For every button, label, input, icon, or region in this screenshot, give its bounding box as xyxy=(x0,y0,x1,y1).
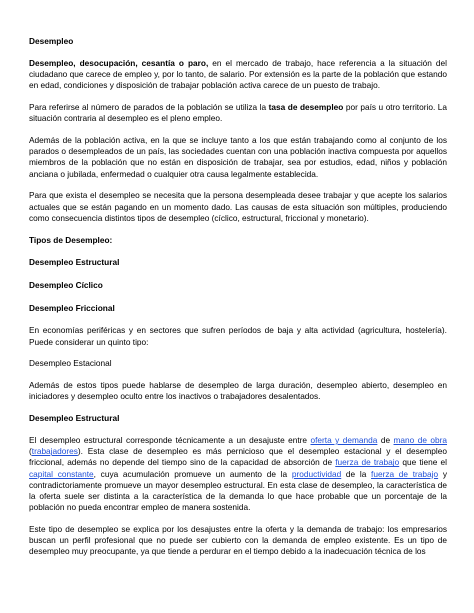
tasa-text-before: Para referirse al número de parados de la población se utiliza la xyxy=(29,102,269,112)
text-segment: y contradictoriamente promueve un mayor desempleo estructural. En esta clase de desempleo, la característica de la oferta suele ser distinta a la característica de la demanda lo que hace probable que un porcentaje de la población no pueda encontrar empleo de manera sostenida. xyxy=(29,468,447,513)
text-segment: ( xyxy=(29,446,32,457)
link-oferta-demanda[interactable]: oferta y demanda xyxy=(310,435,378,446)
heading-estructural: Desempleo Estructural xyxy=(29,257,120,268)
text-segment: de xyxy=(377,435,394,446)
document-page xyxy=(29,36,447,568)
document-title: Desempleo xyxy=(29,36,74,46)
heading-ciclico: Desempleo Cíclico xyxy=(29,280,103,291)
paragraph-tasa xyxy=(29,102,447,124)
definition-text: en el mercado de trabajo, hace referencia a la situación del ciudadano que carece de empleo y, por lo tanto, de salario. Por extensión es la parte de la población que estando en edad, condiciones y disposición de trabajar población activa carece de un puesto de trabajo. xyxy=(29,57,447,91)
paragraph-otros-tipos: Además de estos tipos puede hablarse de desempleo de larga duración, desempleo abierto, desempleo en iniciadores y desempleo oculto entre los inactivos o trabajadores desalentados. xyxy=(29,380,447,402)
paragraph-desajustes: Este tipo de desempleo se explica por los desajustes entre la oferta y la demanda de trabajo: los empresarios buscan un perfil profesional que no puede ser cubierto con la demanda de empleo existente. Es un tipo de desempleo muy preocupante, ya que tiende a perdurar en el tiempo debido a la inadecuación técnica de los xyxy=(29,524,447,557)
link-fuerza-de-trabajo[interactable]: fuerza de trabajo xyxy=(335,457,400,468)
paragraph-causas: Para que exista el desempleo se necesita que la persona desempleada desee trabajar y que acepte los salarios actuales que se están pagando en un momento dado. Las causas de esta situación son múltiples, produciendo como consecuencia distintos tipos de desempleo (cíclico, estructural, friccional y monetario). xyxy=(29,190,447,223)
tasa-term: tasa de desempleo xyxy=(268,102,344,112)
heading-friccional: Desempleo Friccional xyxy=(29,302,115,313)
text-segment: que tiene el xyxy=(399,457,447,468)
paragraph-estacional: Desempleo Estacional xyxy=(29,358,112,369)
paragraph-poblacion: Además de la población activa, en la que se incluye tanto a los que están trabajando como al conjunto de los parados o desempleados de un país, las sociedades cuentan con una población inactiva compuesta por aquellos miembros de la población que no están en disposición de trabajar, sea por estudios, edad, niños y población anciana o jubilada, enfermedad o cualquier otra causa legalmente establecida. xyxy=(29,135,447,179)
text-segment: ). Esta clase de desempleo es más pernicioso que el desempleo estacional y el desempleo friccional, además no depende del tiempo sino de la capacidad de absorción de xyxy=(29,446,447,468)
text-segment: de la xyxy=(341,468,372,479)
heading-estructural-section: Desempleo Estructural xyxy=(29,413,120,424)
definition-term: Desempleo, desocupación, cesantía o paro, xyxy=(29,57,209,68)
link-trabajadores[interactable]: trabajadores xyxy=(31,446,78,457)
tasa-text-after: por país u otro territorio. La situación contraria al desempleo es el pleno empleo. xyxy=(29,102,447,124)
heading-tipos: Tipos de Desempleo: xyxy=(29,234,113,245)
paragraph-economias: En economías periféricas y en sectores que sufren períodos de baja y alta actividad (agricultura, hostelería). Puede considerar un quinto tipo: xyxy=(29,325,447,347)
link-mano-de-obra[interactable]: mano de obra xyxy=(393,435,448,446)
link-productividad[interactable]: productividad xyxy=(291,468,342,479)
link-capital-constante[interactable]: capital constante xyxy=(29,468,94,479)
text-segment: , cuya acumulación promueve un aumento de la xyxy=(93,468,292,479)
text-segment: El desempleo estructural corresponde técnicamente a un desajuste entre xyxy=(29,435,311,446)
link-fuerza-de-trabajo-2[interactable]: fuerza de trabajo xyxy=(371,468,439,479)
paragraph-definition xyxy=(29,58,447,92)
paragraph-estructural xyxy=(29,435,447,513)
